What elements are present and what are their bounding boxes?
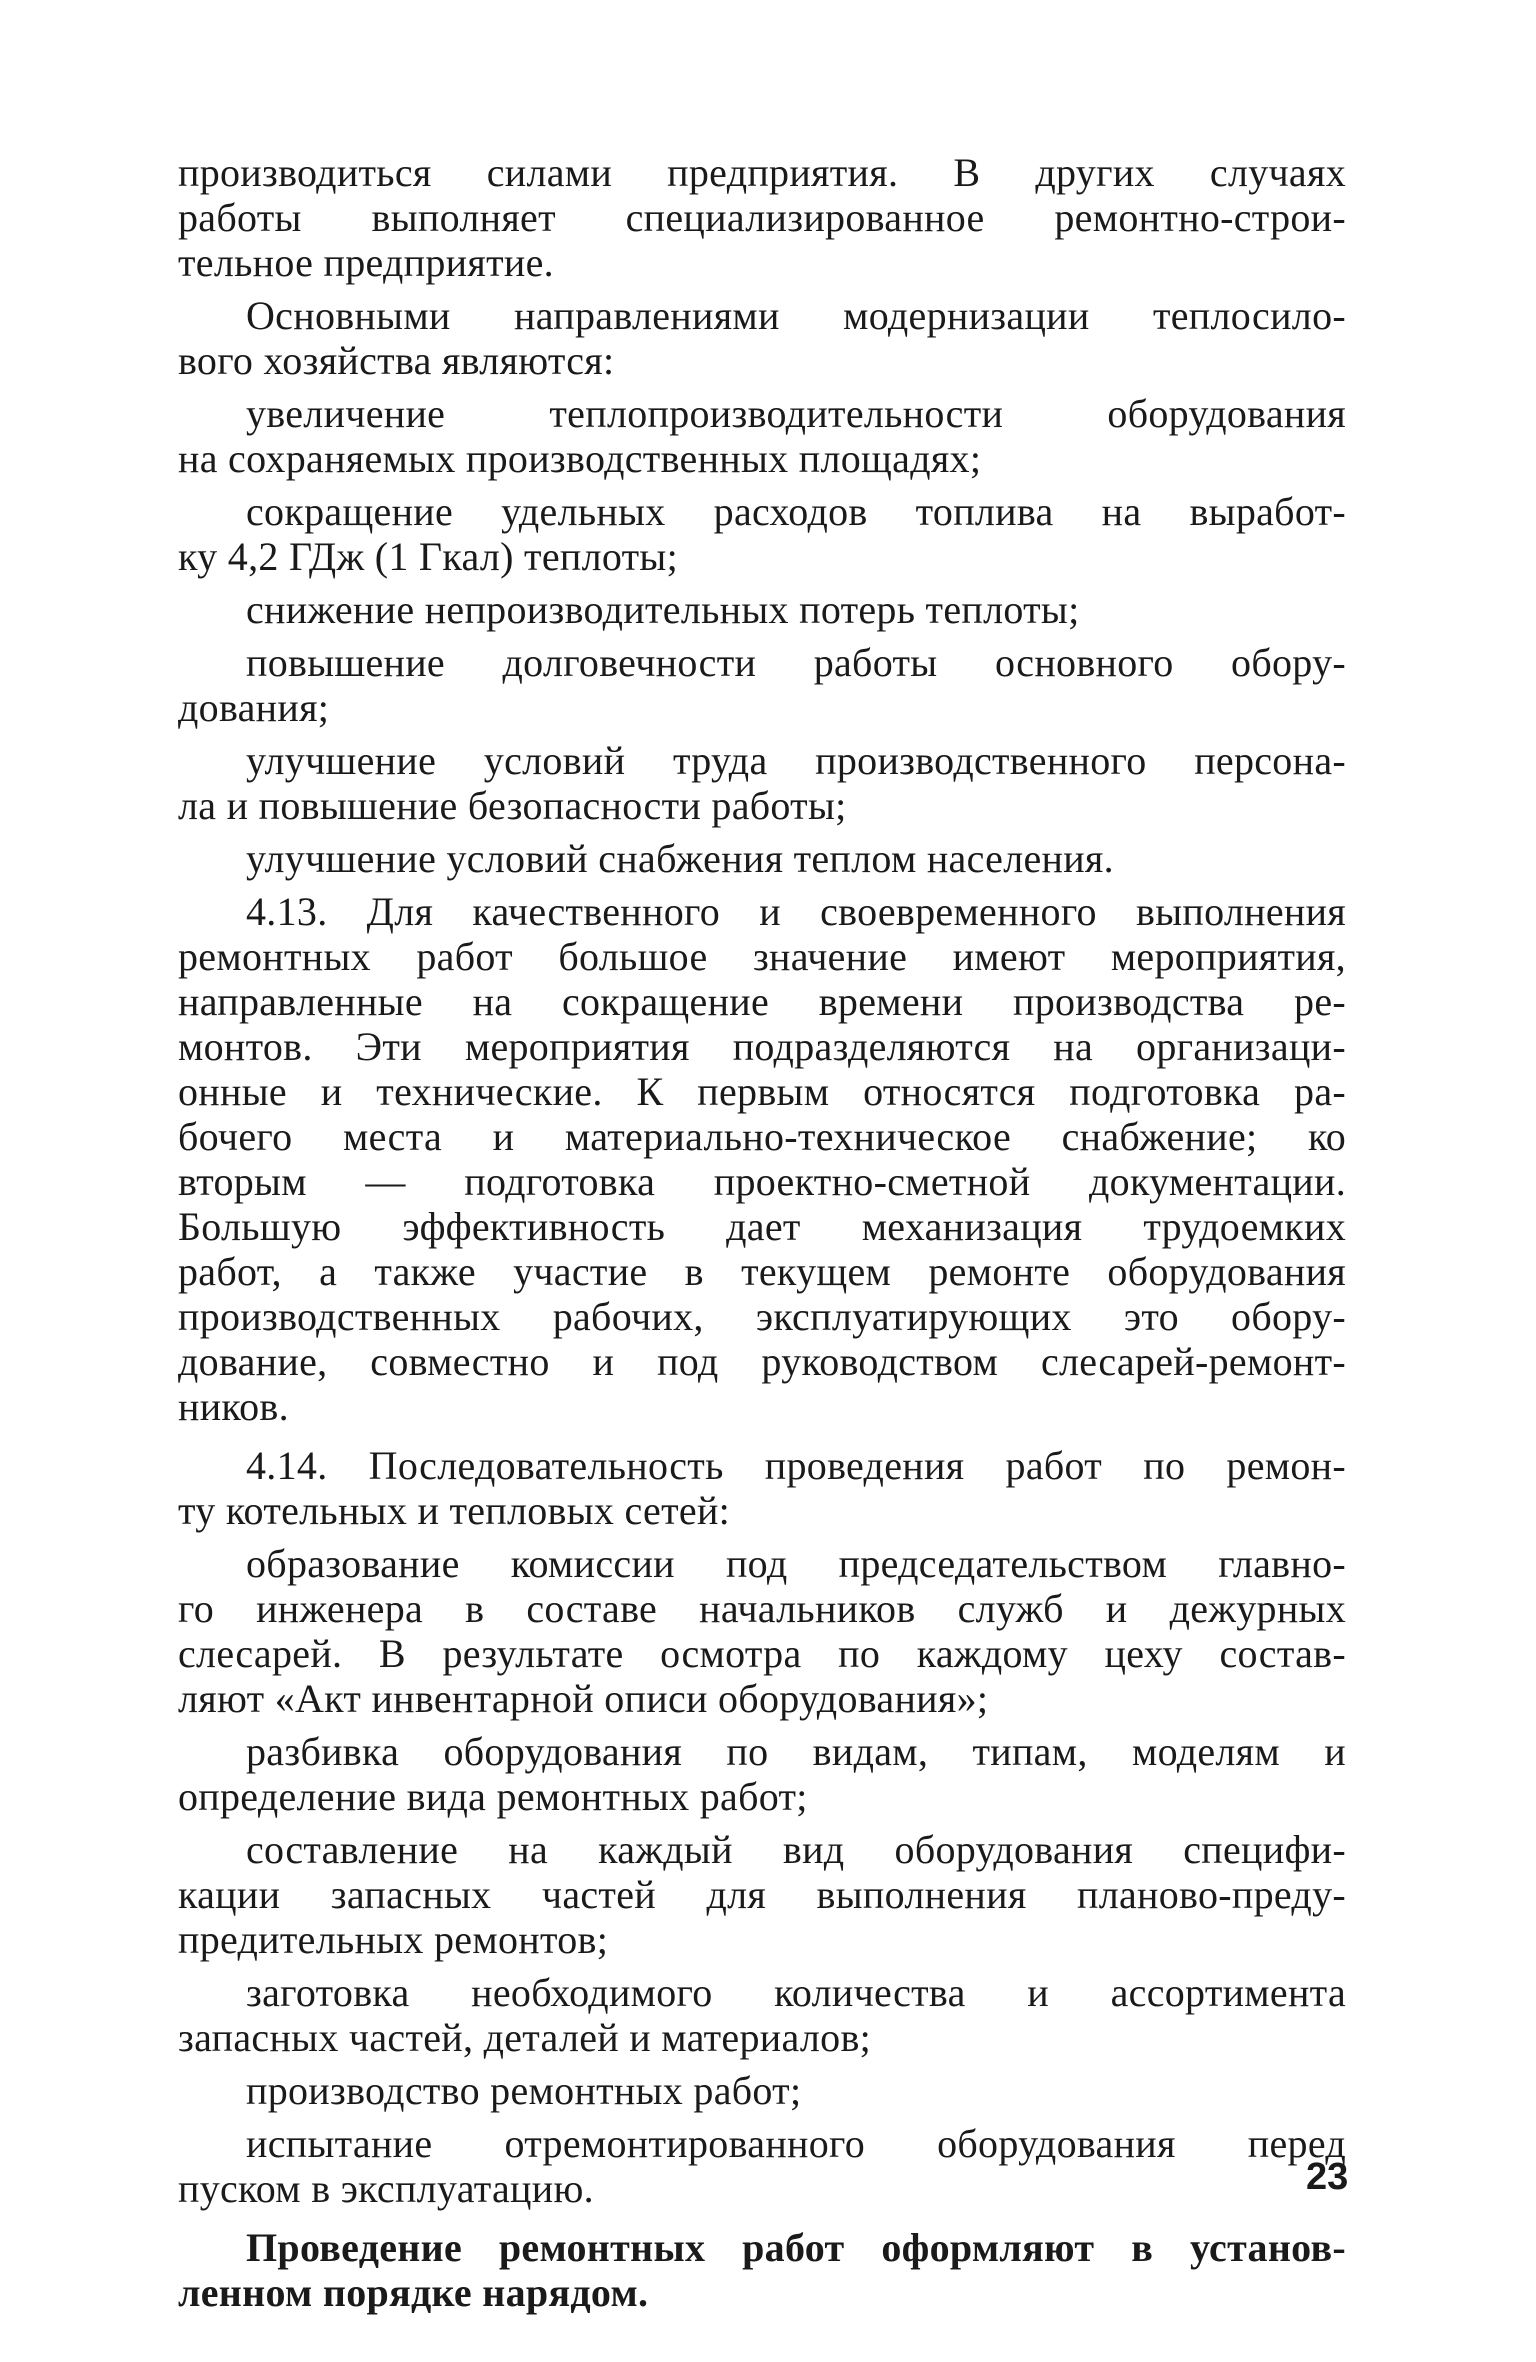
text-line: 4.14. Последовательность проведения работ по ремон- bbox=[246, 1443, 1346, 1488]
text-line: повышение долговечности работы основного обору- bbox=[246, 640, 1346, 685]
text-line: образование комиссии под председательством главно- bbox=[246, 1541, 1346, 1586]
text-line: производство ремонтных работ; bbox=[246, 2068, 802, 2113]
text-line: увеличение теплопроизводительности оборудования bbox=[246, 391, 1346, 436]
text-line: работ, а также участие в текущем ремонте оборудования bbox=[178, 1249, 1346, 1294]
text-line: испытание отремонтированного оборудования перед bbox=[246, 2121, 1346, 2166]
text-line: Большую эффективность дает механизация трудоемких bbox=[178, 1204, 1346, 1249]
text-line: ленном порядке нарядом. bbox=[178, 2270, 649, 2315]
text-line: пуском в эксплуатацию. bbox=[178, 2166, 594, 2211]
text-line: кации запасных частей для выполнения планово-преду- bbox=[178, 1872, 1346, 1917]
text-line: заготовка необходимого количества и ассортимента bbox=[246, 1970, 1346, 2015]
text-line: направленные на сокращение времени производства ре- bbox=[178, 979, 1346, 1024]
text-line: вого хозяйства являются: bbox=[178, 338, 615, 383]
text-line: улучшение условий снабжения теплом населения. bbox=[246, 836, 1114, 881]
text-line: бочего места и материально-техническое снабжение; ко bbox=[178, 1114, 1346, 1159]
text-line: разбивка оборудования по видам, типам, моделям и bbox=[246, 1729, 1346, 1774]
text-line: ников. bbox=[178, 1384, 289, 1429]
text-line: слесарей. В результате осмотра по каждому цеху состав- bbox=[178, 1631, 1346, 1676]
text-line: дование, совместно и под руководством слесарей-ремонт- bbox=[178, 1339, 1346, 1384]
text-line: снижение непроизводительных потерь теплоты; bbox=[246, 587, 1080, 632]
text-line: Основными направлениями модернизации теплосило- bbox=[246, 293, 1346, 338]
text-line: составление на каждый вид оборудования специфи- bbox=[246, 1827, 1346, 1872]
text-line: определение вида ремонтных работ; bbox=[178, 1774, 808, 1819]
text-line: Проведение ремонтных работ оформляют в установ- bbox=[246, 2225, 1346, 2270]
page-body bbox=[178, 150, 1349, 2315]
text-line: монтов. Эти мероприятия подразделяются на организаци- bbox=[178, 1024, 1346, 1069]
text-line: ту котельных и тепловых сетей: bbox=[178, 1488, 731, 1533]
text-line: ку 4,2 ГДж (1 Гкал) теплоты; bbox=[178, 534, 679, 579]
text-line: производиться силами предприятия. В других случаях bbox=[178, 150, 1346, 195]
text-line: дования; bbox=[178, 685, 330, 730]
text-line: улучшение условий труда производственного персона- bbox=[246, 738, 1346, 783]
text-line: тельное предприятие. bbox=[178, 240, 554, 285]
text-line: предительных ремонтов; bbox=[178, 1917, 609, 1962]
text-line: запасных частей, деталей и материалов; bbox=[178, 2015, 872, 2060]
text-line: онные и технические. К первым относятся подготовка ра- bbox=[178, 1069, 1346, 1114]
text-line: ремонтных работ большое значение имеют мероприятия, bbox=[178, 934, 1346, 979]
text-line: на сохраняемых производственных площадях; bbox=[178, 436, 982, 481]
text-line: сокращение удельных расходов топлива на выработ- bbox=[246, 489, 1346, 534]
text-line: го инженера в составе начальников служб и дежурных bbox=[178, 1586, 1346, 1631]
page-number: 23 bbox=[1306, 2156, 1349, 2198]
text-line: 4.13. Для качественного и своевременного выполнения bbox=[246, 889, 1346, 934]
text-line: ла и повышение безопасности работы; bbox=[178, 783, 847, 828]
text-line: работы выполняет специализированное ремонтно-строи- bbox=[178, 195, 1346, 240]
text-line: производственных рабочих, эксплуатирующих это обору- bbox=[178, 1294, 1346, 1339]
text-line: ляют «Акт инвентарной описи оборудования»; bbox=[178, 1676, 989, 1721]
text-line: вторым — подготовка проектно-сметной документации. bbox=[178, 1159, 1346, 1204]
